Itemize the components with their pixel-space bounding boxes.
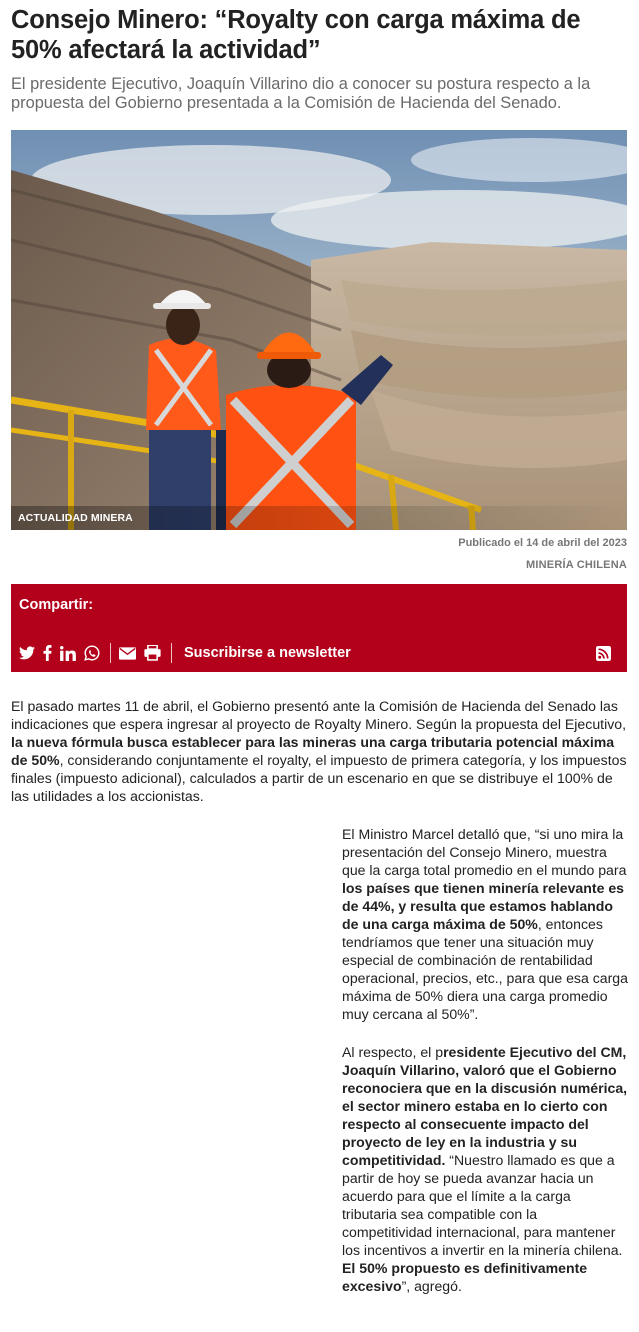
paragraph-text: “Nuestro llamado es que a partir de hoy se pueda avanzar hacia un acuerdo para que el límite a la carga tributaria sea compatible con la competitividad internacional, para mantener los incentivos a invertir en la minería chilena. xyxy=(342,1152,623,1258)
paragraph-text: Al respecto, el p xyxy=(342,1044,444,1060)
paragraph-highlight: residente Ejecutivo del CM, Joaquín Villarino, valoró que el Gobierno reconociera que en la discusión numérica, el sector minero estaba en lo cierto con respecto al consecuente impacto del proyecto de ley en la industria y su competitividad. xyxy=(342,1044,628,1168)
paragraph-highlight: El 50% propuesto es definitivamente excesivo xyxy=(342,1260,588,1294)
article-subtitle: El presidente Ejecutivo, Joaquín Villarino dio a conocer su postura respecto a la propuesta del Gobierno presentada a la Comisión de Hacienda del Senado. xyxy=(11,75,591,112)
share-box xyxy=(11,584,627,672)
print-icon[interactable] xyxy=(144,644,161,662)
photo-credit-bar xyxy=(11,506,627,530)
hero-image xyxy=(11,130,627,530)
paragraph-text: , considerando conjuntamente el royalty, el impuesto de primera categoría, y los impuestos finales (impuesto adicional), calculados a partir de un escenario en que se distribuye el 100% de las utilidades a los accionistas. xyxy=(11,752,627,804)
article-headline: Consejo Minero: “Royalty con carga máxima de 50% afectará la actividad” xyxy=(11,6,581,64)
rss-icon[interactable] xyxy=(596,644,611,662)
paragraph-highlight: la nueva fórmula busca establecer para las mineras una carga tributaria potencial máxima de 50% xyxy=(11,734,615,768)
publish-date: Publicado el 14 de abril del 2023 xyxy=(458,537,627,549)
article-paragraph-2 xyxy=(342,825,629,1023)
share-divider xyxy=(110,643,111,663)
whatsapp-icon[interactable] xyxy=(84,644,100,662)
share-divider xyxy=(171,643,172,663)
article-paragraph-1 xyxy=(11,697,629,805)
share-toolbar xyxy=(19,642,619,664)
email-icon[interactable] xyxy=(119,644,136,662)
paragraph-text: , entonces tendríamos que tener una situación muy especial de combinación de rentabilidad operacional, precios, etc., para que esa carga máxima de 50% diera una carga promedio muy cercana al 50%”. xyxy=(342,916,628,1022)
photo-credit: ACTUALIDAD MINERA xyxy=(18,512,133,524)
linkedin-icon[interactable] xyxy=(60,644,76,662)
facebook-icon[interactable] xyxy=(43,644,52,662)
twitter-icon[interactable] xyxy=(19,644,35,662)
share-title: Compartir: xyxy=(19,597,94,613)
article-paragraph-3 xyxy=(342,1043,629,1295)
article-source[interactable]: MINERÍA CHILENA xyxy=(526,559,627,571)
paragraph-highlight: los países que tienen minería relevante es de 44%, y resulta que estamos hablando de una carga máxima de 50% xyxy=(342,880,624,932)
paragraph-text: El Ministro Marcel detalló que, “si uno mira la presentación del Consejo Minero, muestra que la carga total promedio en el mundo para xyxy=(342,826,627,878)
paragraph-text: El pasado martes 11 de abril, el Gobierno presentó ante la Comisión de Hacienda del Senado las indicaciones que espera ingresar al proyecto de Royalty Minero. Según la propuesta del Ejecutivo, xyxy=(11,698,627,732)
mine-photo-illustration xyxy=(11,130,627,530)
paragraph-text: ”, agregó. xyxy=(401,1278,462,1294)
newsletter-link[interactable]: Suscribirse a newsletter xyxy=(184,645,351,661)
